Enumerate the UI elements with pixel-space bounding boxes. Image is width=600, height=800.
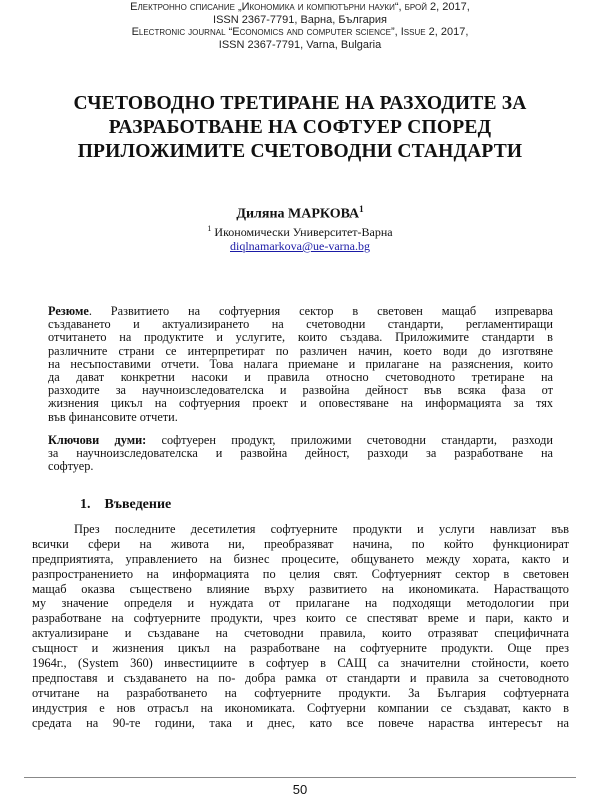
affiliation-name: Икономически Университет-Варна <box>214 225 393 239</box>
title-line: РАЗРАБОТВАНЕ НА СОФТУЕР СПОРЕД <box>108 117 492 138</box>
keywords-line: софтуер. <box>48 460 94 474</box>
title-line: ПРИЛОЖИМИТЕ СЧЕТОВОДНИ СТАНДАРТИ <box>77 141 523 162</box>
body-line: му значение определя и нуждата от прилагане на подходящи методологии при <box>32 596 569 611</box>
body-line: средата на 90-те години, така и днес, като все повече нараства интересът на <box>32 715 569 730</box>
title-line: СЧЕТОВОДНО ТРЕТИРАНЕ НА РАЗХОДИТЕ ЗА <box>73 93 527 114</box>
keywords-line: софтуерен продукт, приложими счетоводни стандарти, разходи <box>146 434 553 447</box>
body-line: разпространението на информацията по целия свят. Софтуерният сектор в световен <box>32 566 569 581</box>
body-line: През последните десетилетия софтуерните продукти и услуги навлизат във <box>74 522 569 536</box>
body-text <box>32 522 569 730</box>
keywords-line: за научноизследователска и развойна дейност, разходи за разработване на <box>48 447 553 461</box>
abstract-line: . Развитието на софтуерния сектор в световен мащаб изпреварва <box>88 305 553 318</box>
header-line-en: Electronic journal “Economics and computer science”, Issue 2, 2017, <box>131 26 469 38</box>
abstract-line: създаването и актуализирането на счетоводни стандарти, регламентиращи <box>48 318 553 332</box>
keywords <box>48 434 553 474</box>
author <box>0 204 600 223</box>
abstract-line: във финансовите отчети. <box>48 410 178 424</box>
body-line: индустрия е нов отрасъл на икономиката. Софтуерни компании се създават, както в <box>32 700 569 715</box>
abstract-line: на несъпоставими отчети. Това налага приемане и прилагане на разяснения, които <box>48 357 553 371</box>
body-line: 1964г., (System 360) инвестициите в софтуер в САЩ са значителни стойности, което <box>32 656 569 671</box>
body-line: същност и жизнения цикъл на разработване на софтуерните продукти. Още през <box>32 641 569 656</box>
author-sup: 1 <box>359 204 364 214</box>
abstract-line: жизнения цикъл на софтуерния проект и оповестяване на информацията за тях <box>48 397 553 411</box>
header-issn-bg: ISSN 2367-7791, Варна, България <box>213 13 387 26</box>
author-name: Диляна МАРКОВА <box>236 206 360 222</box>
page-number: 50 <box>292 782 308 797</box>
body-line: предпоставя и създаването на по- добра рамка от стандарти и правила за счетоводното <box>32 670 569 685</box>
abstract-line: разходите за научноизследователска и развойна дейност във всяка фаза от <box>48 384 553 398</box>
body-line: мащаб оказва съществено влияние върху развитието на икономиката. Нарастващото <box>32 581 569 596</box>
section-title: Въведение <box>104 497 172 512</box>
body-line: всички сфери на живота ни, преобразяват начина, по който функционират <box>32 536 569 551</box>
affiliation-sup: 1 <box>207 224 212 233</box>
header-issn-en: ISSN 2367-7791, Varna, Bulgaria <box>218 38 382 51</box>
body-line: отчитане на разработването на софтуерните продукти. За България софтуерната <box>32 685 569 700</box>
abstract-line: отчитането на продуктите и услугите, които създава. Приложимите стандарти в <box>48 331 553 345</box>
abstract-label: Резюме <box>48 305 89 318</box>
body-line: актуализиране и създаване на счетоводни правила, които отразяват специфичната <box>32 626 569 641</box>
body-line: предприятията, управлението на бизнес процесите, общуването между хората, както и <box>32 551 569 566</box>
section-heading <box>80 497 171 513</box>
body-line: разработване на софтуерните продукти, чрез които се спестяват време и пари, както и <box>32 611 569 626</box>
author-email-link[interactable]: diqlnamarkova@ue-varna.bg <box>230 239 370 253</box>
header-line-bg: Електронно списание „Икономика и компютърни науки“, брой 2, 2017, <box>130 1 470 13</box>
abstract-line: различните страни се интерпретират по различен начин, което води до изготвяне <box>48 344 553 358</box>
journal-header <box>0 1 600 51</box>
abstract <box>48 305 553 424</box>
keywords-label: Ключови думи: <box>48 434 147 447</box>
paper-title <box>20 92 580 164</box>
affiliation <box>0 222 600 253</box>
section-number: 1. <box>80 497 91 512</box>
footer-divider <box>24 777 576 778</box>
abstract-line: да дават конкретни насоки и правила относно счетоводното третиране на <box>48 370 553 384</box>
